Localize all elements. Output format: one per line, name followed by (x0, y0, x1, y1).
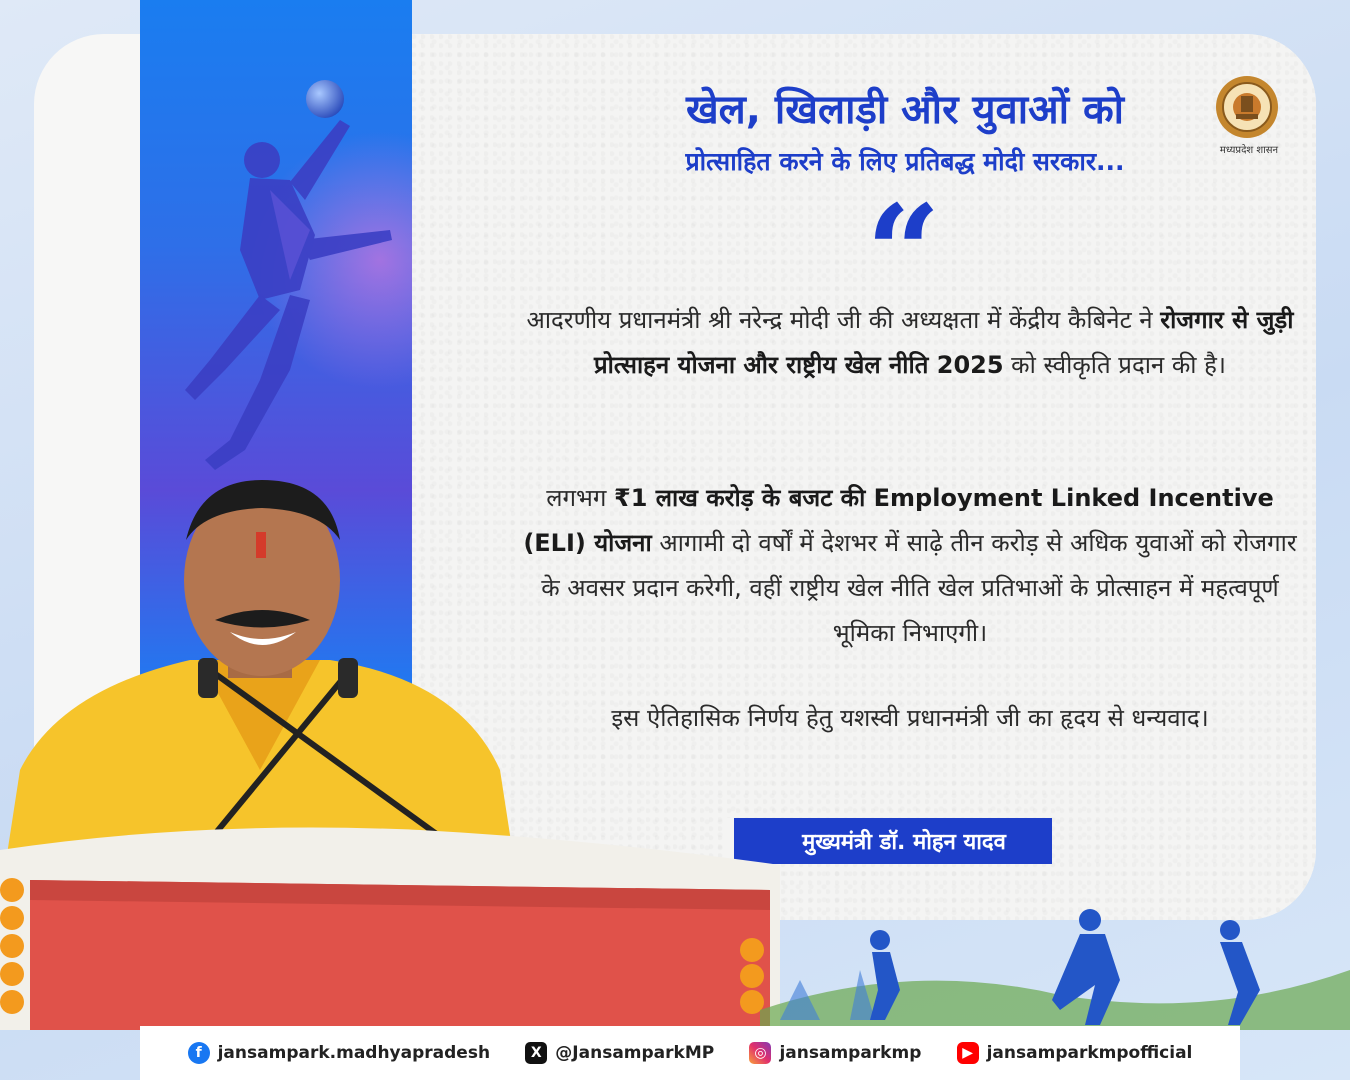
p1-text-a: आदरणीय प्रधानमंत्री श्री नरेन्द्र मोदी जी की अध्यक्षता में केंद्रीय कैबिनेट ने (526, 306, 1161, 334)
signature-text: मुख्यमंत्री डॉ. मोहन यादव (802, 830, 1006, 855)
youtube-handle: jansamparkmpofficial (986, 1043, 1193, 1063)
subheadline: प्रोत्साहित करने के लिए प्रतिबद्ध मोदी सरकार... (685, 147, 1125, 176)
speaker-photo (0, 470, 800, 1030)
x-icon: X (525, 1042, 547, 1064)
p2-bold: ₹1 लाख करोड़ के बजट की Employment Linked Incentive (ELI) योजना (523, 484, 1274, 557)
volleyball-player-icon (140, 60, 412, 480)
quote-mark-icon: “ (866, 176, 941, 329)
youtube-icon: ▶ (957, 1042, 979, 1064)
headline: खेल, खिलाड़ी और युवाओं को (685, 87, 1125, 133)
p2-text-b: आगामी दो वर्षों में देशभर में साढ़े तीन करोड़ से अधिक युवाओं को रोजगार के अवसर प्रदान करेगी, वहीं राष्ट्रीय खेल नीति खेल प्रतिभाओं के प्रोत्साहन में महत्वपूर्ण भूमिका निभाएगी। (541, 529, 1297, 647)
quote-paragraph-1 (520, 298, 1300, 388)
p1-text-b: को स्वीकृति प्रदान की है। (1003, 351, 1226, 379)
instagram-handle: jansamparkmp (779, 1043, 922, 1063)
facebook-link[interactable] (188, 1042, 490, 1064)
facebook-handle: jansampark.madhyapradesh (217, 1043, 491, 1063)
sports-silhouettes-icon (760, 900, 1350, 1030)
x-handle: @JansamparkMP (555, 1043, 715, 1063)
x-link[interactable] (525, 1042, 714, 1064)
p2-text-a: लगभग (546, 484, 615, 512)
youtube-link[interactable] (957, 1042, 1193, 1064)
p1-bold: रोजगार से जुड़ी प्रोत्साहन योजना और राष्ट्रीय खेल नीति 2025 (594, 306, 1294, 379)
mp-government-emblem-icon (1214, 74, 1280, 140)
emblem-caption: मध्यप्रदेश शासन (1219, 145, 1279, 156)
instagram-link[interactable] (749, 1042, 921, 1064)
quote-paragraph-3: इस ऐतिहासिक निर्णय हेतु यशस्वी प्रधानमंत्री जी का हृदय से धन्यवाद। (611, 704, 1209, 732)
social-footer (140, 1026, 1240, 1080)
instagram-icon: ◎ (749, 1042, 771, 1064)
facebook-icon: f (188, 1042, 210, 1064)
